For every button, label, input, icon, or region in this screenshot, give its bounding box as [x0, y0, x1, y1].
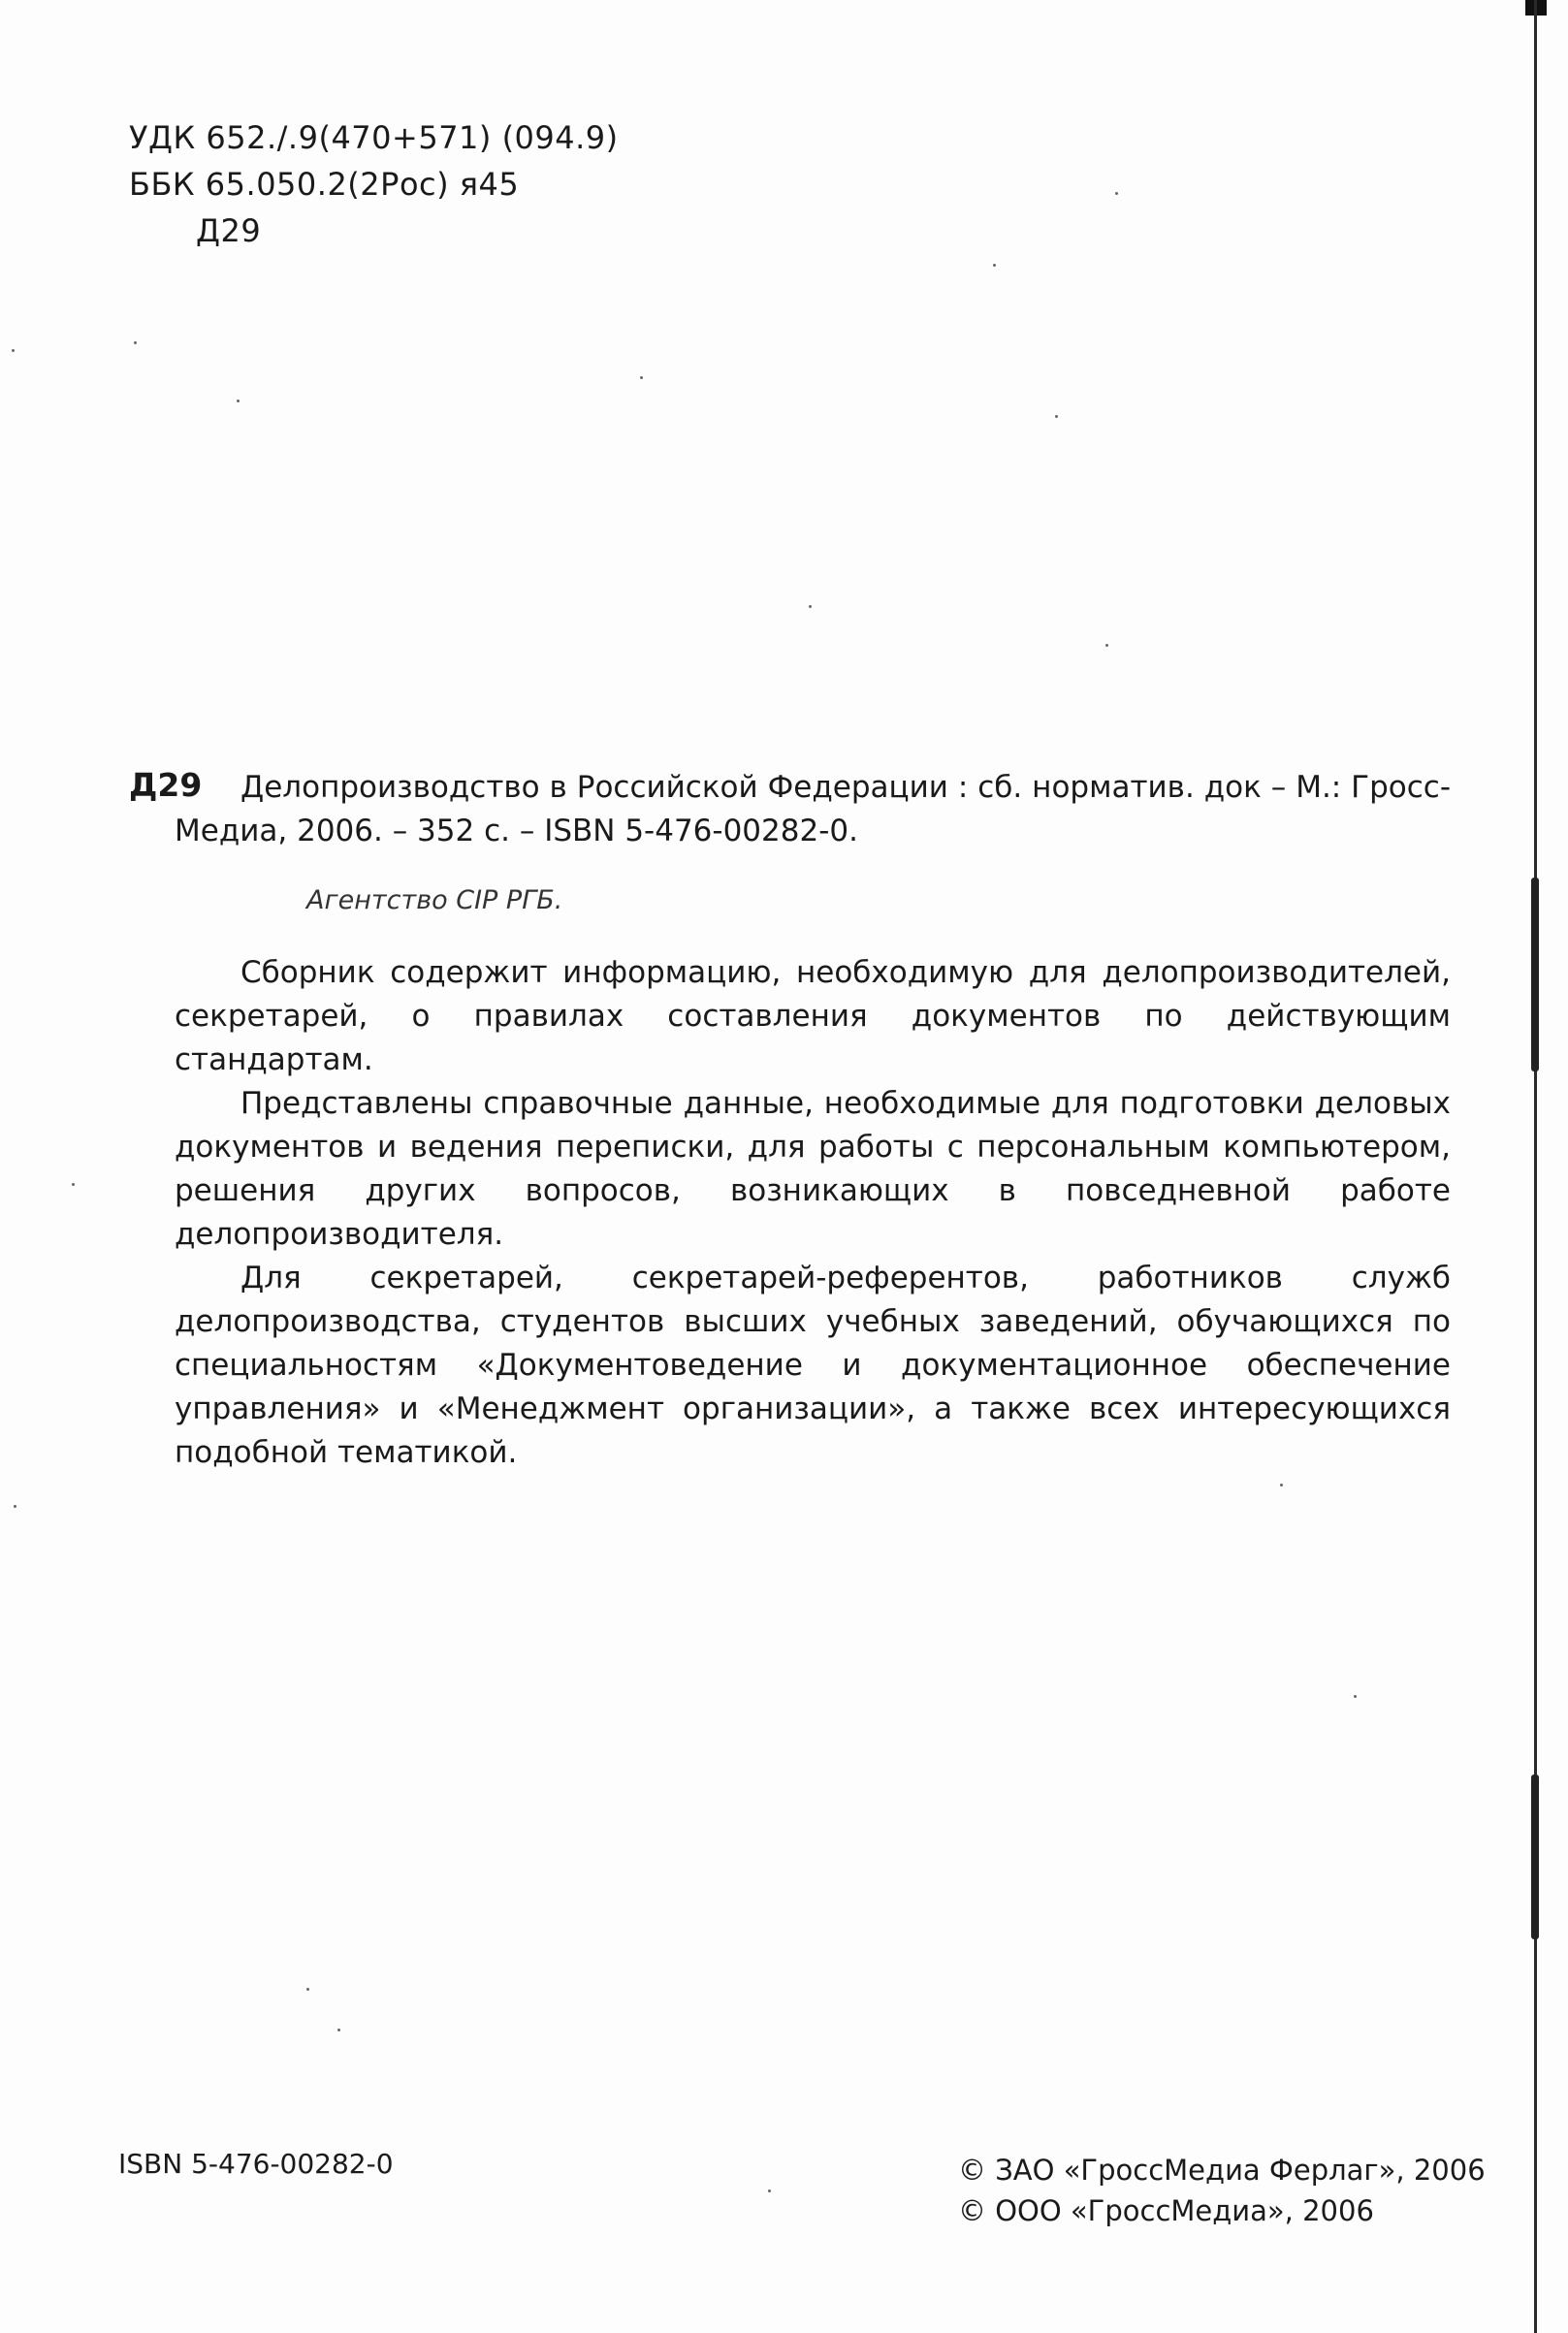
catalog-entry-mark: Д29	[129, 766, 203, 804]
scan-speck	[1055, 415, 1058, 418]
scan-speck	[134, 341, 137, 344]
scan-speck	[640, 376, 643, 379]
catalog-entry	[175, 766, 1451, 1475]
bibliographic-description: Делопроизводство в Российской Федерации : сб. норматив. док – М.: Гросс-Медиа, 2006. – 352 с. – ISBN 5-476-00282-0.	[175, 770, 1451, 848]
binding-shadow	[1531, 878, 1539, 1071]
scan-speck	[1354, 1695, 1357, 1698]
udk-code: УДК 652./.9(470+571) (094.9)	[129, 119, 619, 156]
copyright-line: © ООО «ГроссМедиа», 2006	[958, 2194, 1374, 2227]
scan-speck	[1105, 644, 1108, 647]
binding-edge	[1534, 0, 1537, 2333]
scan-speck	[72, 1183, 75, 1186]
cip-agency: Агентство CIP РГБ.	[306, 885, 563, 915]
bbk-code: ББК 65.050.2(2Рос) я45	[129, 166, 520, 203]
scan-speck	[12, 349, 15, 352]
scan-speck	[306, 1988, 309, 1991]
classification-codes	[129, 114, 619, 254]
scan-speck	[337, 2029, 340, 2031]
scan-speck	[237, 399, 240, 402]
scan-speck	[1115, 192, 1118, 195]
scan-speck	[14, 1505, 16, 1508]
copyright-block	[958, 2150, 1486, 2231]
scan-speck	[993, 264, 996, 267]
author-mark: Д29	[196, 212, 262, 249]
annotation-paragraph: Для секретарей, секретарей-референтов, работников служб делопроизводства, студентов высших учебных заведений, обучающихся по специальностям «Документоведение и документационное обеспечение управления» и «Менеджмент организации», а также всех интересующихся подобной тематикой.	[175, 1261, 1451, 1470]
binding-shadow	[1531, 1774, 1539, 1939]
annotation-paragraph: Представлены справочные данные, необходимые для подготовки деловых документов и ведения переписки, для работы с персональным компьютером, решения других вопросов, возникающих в повседневной работе делопроизводителя.	[175, 1086, 1451, 1252]
scan-speck	[809, 605, 812, 608]
scan-speck	[768, 2189, 771, 2192]
imprint-isbn: ISBN 5-476-00282-0	[118, 2148, 394, 2180]
copyright-line: © ЗАО «ГроссМедиа Ферлаг», 2006	[958, 2154, 1486, 2187]
annotation-paragraph: Сборник содержит информацию, необходимую для делопроизводителей, секретарей, о правилах составления документов по действующим стандартам.	[175, 955, 1451, 1077]
scan-speck	[1280, 1484, 1283, 1486]
